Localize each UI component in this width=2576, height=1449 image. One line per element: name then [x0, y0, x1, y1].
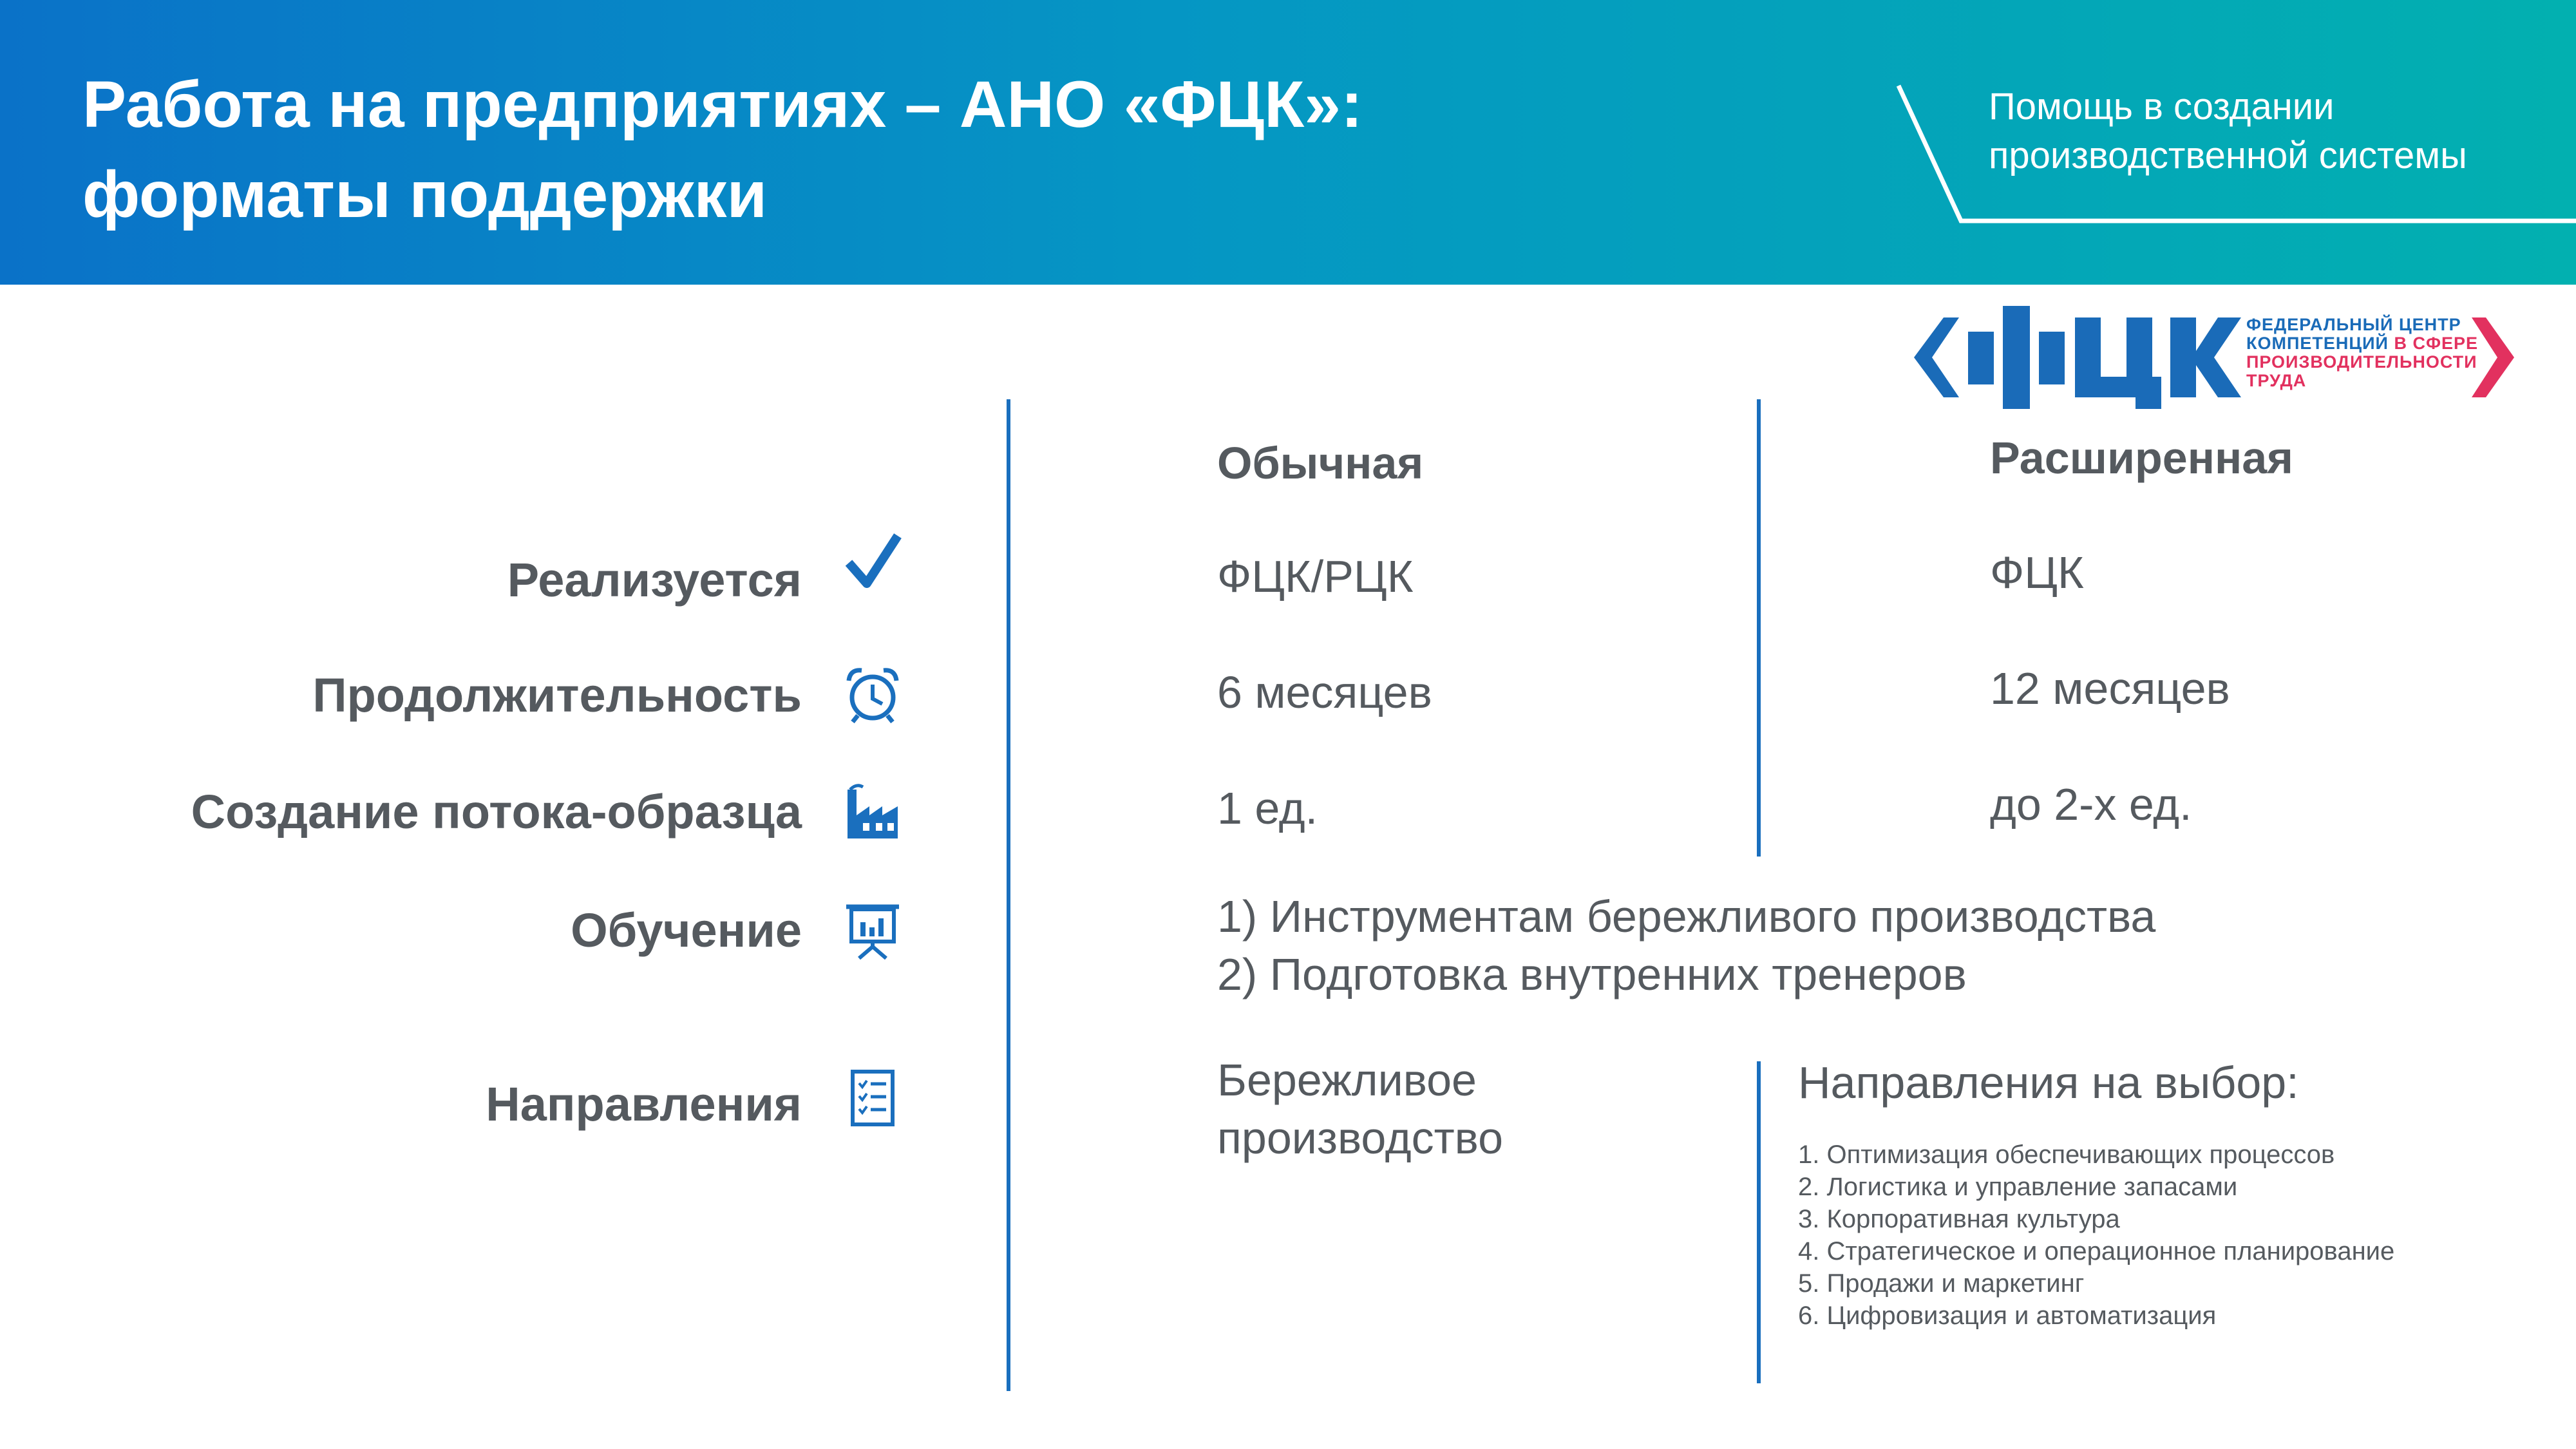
page-subtitle: [1989, 82, 2555, 180]
logo-text-line-1: ФЕДЕРАЛЬНЫЙ ЦЕНТР: [2246, 315, 2461, 334]
row-label-sample-flow: Создание потока-образца: [191, 785, 802, 838]
page-title-line-2: форматы поддержки: [82, 158, 768, 231]
column-header-extended: Расширенная: [1990, 433, 2294, 483]
alarm-clock-icon: [844, 667, 902, 724]
factory-icon: [844, 783, 902, 841]
direction-item: 4. Стратегическое и операционное планирование: [1798, 1237, 2395, 1265]
training-item-1: 1) Инструментам бережливого производства: [1217, 891, 2156, 942]
row-label-directions: Направления: [486, 1077, 802, 1131]
training-item-2: 2) Подготовка внутренних тренеров: [1217, 949, 1967, 999]
standard-directions: [1217, 1051, 1503, 1167]
extended-directions-title: Направления на выбор:: [1798, 1057, 2299, 1108]
check-icon: [844, 532, 902, 590]
standard-directions-line-1: Бережливое: [1217, 1055, 1477, 1105]
subtitle-line-1: Помощь в создании: [1989, 86, 2334, 128]
direction-item: 5. Продажи и маркетинг: [1798, 1269, 2085, 1298]
direction-item: 3. Корпоративная культура: [1798, 1205, 2120, 1233]
direction-item: 2. Логистика и управление запасами: [1798, 1173, 2238, 1201]
fck-logo: [1906, 306, 2524, 409]
standard-duration: 6 месяцев: [1217, 667, 1432, 717]
row-label-training: Обучение: [571, 904, 802, 957]
extended-directions-list: [1798, 1139, 2394, 1332]
direction-item: 6. Цифровизация и автоматизация: [1798, 1302, 2217, 1330]
standard-implemented: ФЦК/РЦК: [1217, 551, 1414, 601]
logo-text-line-2b: В СФЕРЕ: [2394, 334, 2479, 353]
page-title: [82, 59, 1692, 240]
extended-sample-flow: до 2-х ед.: [1990, 779, 2192, 829]
checklist-icon: [844, 1069, 902, 1127]
direction-item: 1. Оптимизация обеспечивающих процессов: [1798, 1141, 2335, 1169]
standard-sample-flow: 1 ед.: [1217, 783, 1318, 833]
logo-text-line-2: КОМПЕТЕНЦИЙ: [2246, 334, 2389, 353]
row-label-duration: Продолжительность: [312, 668, 802, 722]
logo-text-line-4: ТРУДА: [2246, 371, 2307, 390]
training-list: [1217, 887, 2155, 1003]
logo-text-line-3: ПРОИЗВОДИТЕЛЬНОСТИ: [2246, 352, 2477, 372]
subtitle-line-2: производственной системы: [1989, 135, 2467, 176]
header-banner: [0, 0, 2576, 285]
divider-middle-bottom: [1757, 1061, 1761, 1383]
extended-duration: 12 месяцев: [1990, 663, 2230, 714]
extended-implemented: ФЦК: [1990, 547, 2084, 598]
column-header-standard: Обычная: [1217, 438, 1424, 488]
row-label-implemented: Реализуется: [507, 553, 802, 607]
page-title-line-1: Работа на предприятиях – АНО «ФЦК»:: [82, 68, 1363, 141]
presentation-board-icon: [844, 902, 902, 960]
divider-middle-top: [1757, 399, 1761, 857]
fck-logo-text: [2246, 316, 2478, 390]
divider-left: [1007, 399, 1010, 1391]
standard-directions-line-2: производство: [1217, 1113, 1503, 1163]
